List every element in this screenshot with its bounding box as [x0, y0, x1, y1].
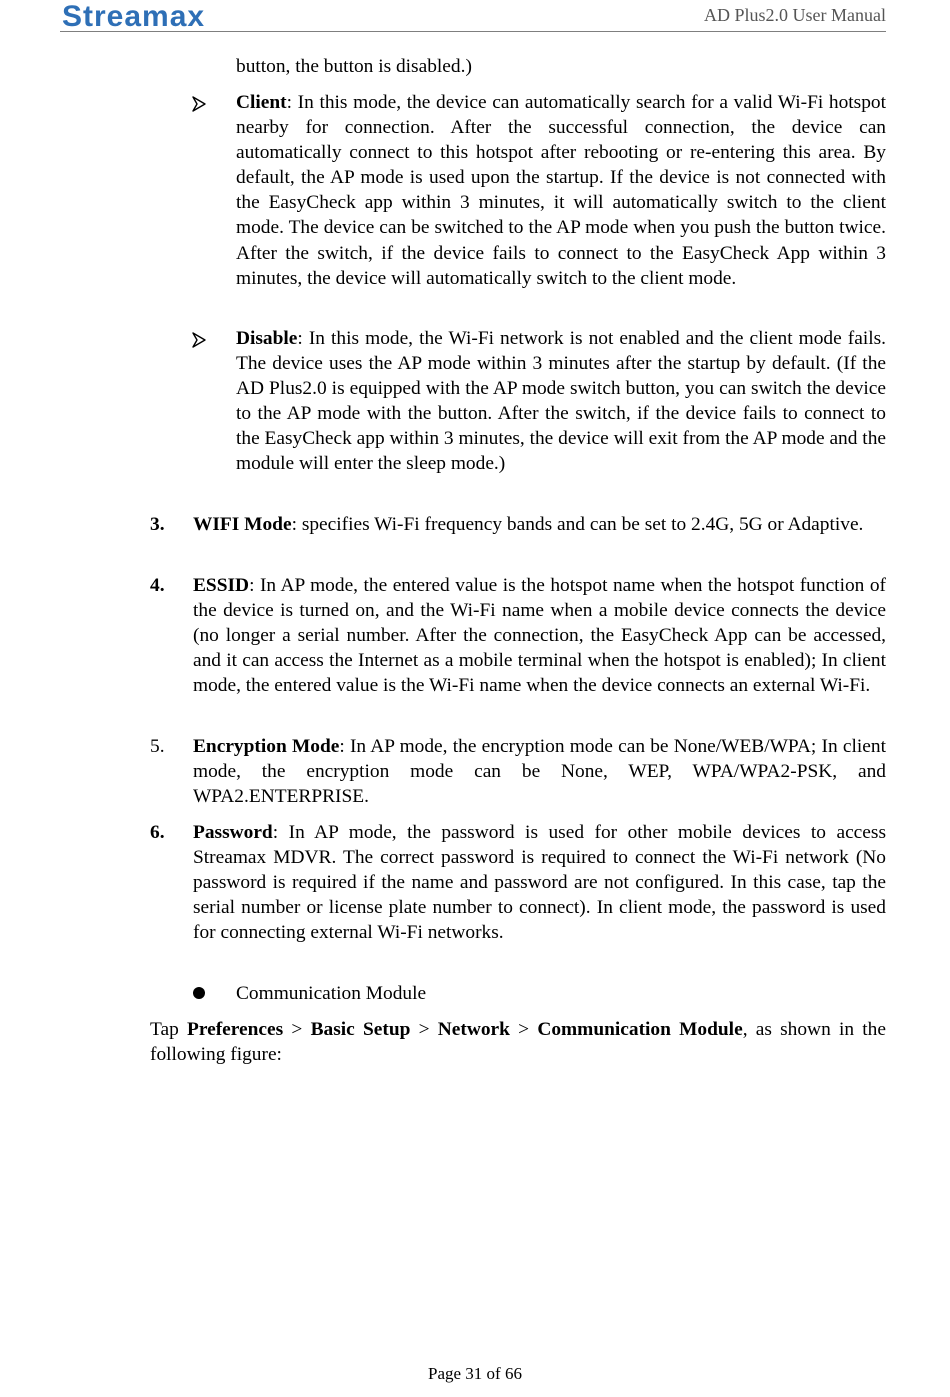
- nav-step-network: Network: [437, 1019, 510, 1040]
- nav-step-communication-module: Communication Module: [537, 1019, 743, 1040]
- item-term: Password: [193, 822, 273, 843]
- item-description: : specifies Wi-Fi frequency bands and can be set to 2.4G, 5G or Adaptive.: [291, 514, 864, 535]
- item-number: 6.: [150, 822, 165, 843]
- navigation-instruction: Tap Preferences > Basic Setup > Network > Communication Module, as shown in the following figure:: [150, 1019, 886, 1066]
- numbered-item-encryption-mode: [193, 734, 886, 809]
- section-bullet-title: Communication Module: [236, 983, 427, 1004]
- mode-term: Client: [236, 92, 287, 113]
- mode-term: Disable: [236, 328, 298, 349]
- document-title: AD Plus2.0 User Manual: [704, 5, 886, 25]
- numbered-item-password: [193, 820, 886, 945]
- nav-step-basic-setup: Basic Setup: [310, 1019, 411, 1040]
- item-term: Encryption Mode: [193, 736, 340, 757]
- nav-step-preferences: Preferences: [187, 1019, 284, 1040]
- mode-description: : In this mode, the Wi-Fi network is not enabled and the client mode fails. The device uses the AP mode within 3 minutes after the startup by default. (If the AD Plus2.0 is equipped with the AP mode switch button, you can switch the device to the AP mode with the button. After the switch, if the device fails to connect to the EasyCheck app within 3 minutes, the device will exit from the AP mode and the module will enter the sleep mode.): [236, 328, 886, 475]
- header-divider: [60, 31, 886, 32]
- item-number: 4.: [150, 575, 165, 596]
- mode-item-disable: [236, 326, 886, 477]
- numbered-item-wifi-mode: [193, 512, 886, 537]
- item-number: 5.: [150, 736, 165, 757]
- brand-wordmark: Streamax: [62, 0, 206, 32]
- mode-item-client: [236, 90, 886, 291]
- continuation-line: button, the button is disabled.): [236, 56, 472, 77]
- mode-description: : In this mode, the device can automatically search for a valid Wi-Fi hotspot nearby for connection. After the successful connection, the device can automatically connect to this hotspot after rebooting or re-entering this area. By default, the AP mode is used upon the startup. If the device is not connected with the EasyCheck app within 3 minutes, it will automatically switch to the client mode. The device can be switched to the AP mode when you push the button twice. After the switch, if the device fails to connect to the EasyCheck App within 3 minutes, the device will automatically switch to the client mode.: [236, 92, 886, 289]
- page-number: Page 31 of 66: [428, 1364, 522, 1383]
- item-term: ESSID: [193, 575, 250, 596]
- item-description: : In AP mode, the encryption mode can be None/WEB/WPA; In client mode, the encryption mode can be None, WEP, WPA/WPA2-PSK, and WPA2.ENTERPRISE.: [193, 736, 886, 808]
- streamax-logo: [60, 0, 280, 32]
- arrow-bullet-icon: [190, 331, 208, 349]
- item-term: WIFI Mode: [193, 514, 292, 535]
- bullet-dot-icon: [193, 987, 205, 999]
- arrow-bullet-icon: [190, 95, 208, 113]
- item-description: : In AP mode, the password is used for other mobile devices to access Streamax MDVR. The correct password is required to connect the Wi-Fi network (No password is required if the name and password are not configured. In this case, tap the serial number or license plate number to connect). In client mode, the password is used for connecting external Wi-Fi networks.: [193, 822, 886, 944]
- numbered-item-essid: [193, 573, 886, 698]
- item-number: 3.: [150, 514, 165, 535]
- item-description: : In AP mode, the entered value is the hotspot name when the hotspot function of the device is turned on, and the Wi-Fi name when a mobile device connects the device (no longer a serial number. After the connection, the EasyCheck App can be accessed, and it can access the Internet as a mobile terminal when the hotspot is enabled); In client mode, the entered value is the Wi-Fi name when the device connects an external Wi-Fi.: [193, 575, 886, 697]
